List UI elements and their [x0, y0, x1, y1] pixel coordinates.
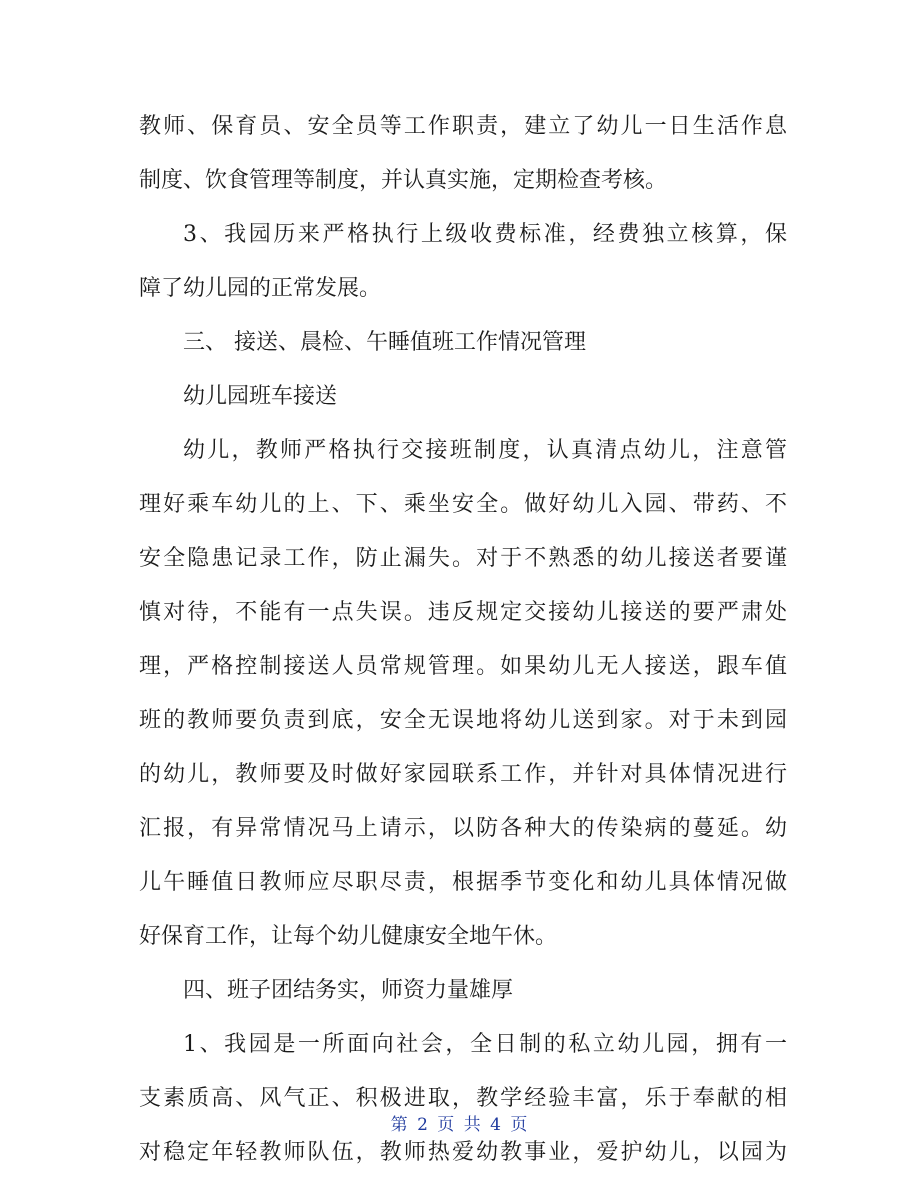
- subsection-heading: 幼儿园班车接送: [183, 384, 338, 409]
- section-heading: 四、班子团结务实，师资力量雄厚: [183, 978, 514, 1003]
- page-number-footer: 第 2 页 共 4 页: [390, 1115, 530, 1135]
- text-line: 幼儿，教师严格执行交接班制度，认真清点幼儿，注意管: [183, 438, 787, 463]
- section-heading: 三、 接送、晨检、午睡值班工作情况管理: [183, 330, 586, 355]
- text-line: 慎对待，不能有一点失误。违反规定交接幼儿接送的要严肃处: [139, 600, 787, 625]
- text-line: 3、我园历来严格执行上级收费标准，经费独立核算，保: [183, 222, 787, 247]
- text-line: 汇报，有异常情况马上请示，以防各种大的传染病的蔓延。幼: [139, 816, 787, 841]
- text-line: 对稳定年轻教师队伍，教师热爱幼教事业，爱护幼儿，以园为: [139, 1140, 787, 1165]
- text-line: 支素质高、风气正、积极进取，教学经验丰富，乐于奉献的相: [139, 1086, 787, 1111]
- text-line: 理，严格控制接送人员常规管理。如果幼儿无人接送，跟车值: [139, 654, 787, 679]
- text-line: 教师、保育员、安全员等工作职责，建立了幼儿一日生活作息: [139, 114, 787, 139]
- text-line: 班的教师要负责到底，安全无误地将幼儿送到家。对于未到园: [139, 708, 787, 733]
- text-line: 理好乘车幼儿的上、下、乘坐安全。做好幼儿入园、带药、不: [139, 492, 787, 517]
- text-line: 好保育工作，让每个幼儿健康安全地午休。: [139, 924, 558, 949]
- text-line: 的幼儿，教师要及时做好家园联系工作，并针对具体情况进行: [139, 762, 787, 787]
- text-line: 1、我园是一所面向社会，全日制的私立幼儿园，拥有一: [183, 1032, 787, 1057]
- text-line: 制度、饮食管理等制度，并认真实施，定期检查考核。: [139, 168, 668, 193]
- text-line: 安全隐患记录工作，防止漏失。对于不熟悉的幼儿接送者要谨: [139, 546, 787, 571]
- text-line: 儿午睡值日教师应尽职尽责，根据季节变化和幼儿具体情况做: [139, 870, 787, 895]
- document-body: [139, 100, 787, 1180]
- text-line: 障了幼儿园的正常发展。: [139, 276, 382, 301]
